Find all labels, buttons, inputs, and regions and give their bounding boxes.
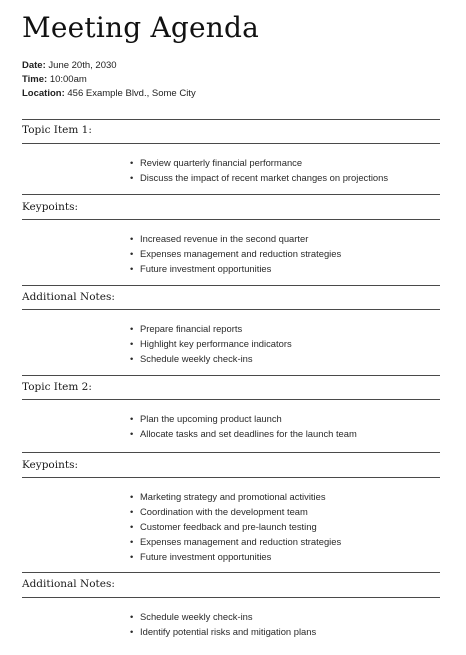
divider xyxy=(22,119,440,120)
divider xyxy=(22,572,440,573)
section-title-notes-1: Additional Notes: xyxy=(22,291,115,303)
bullet-list xyxy=(130,321,292,366)
page-title: Meeting Agenda xyxy=(22,11,260,44)
list-item: • Prepare financial reports xyxy=(130,321,292,336)
time-value: 10:00am xyxy=(49,74,87,85)
date-value: June 20th, 2030 xyxy=(48,60,117,71)
bullet-list xyxy=(130,489,341,564)
list-item: • Schedule weekly check-ins xyxy=(130,351,292,366)
section-title-topic-1: Topic Item 1: xyxy=(22,124,92,136)
list-item: • Identify potential risks and mitigation plans xyxy=(130,624,316,639)
list-item: • Review quarterly financial performance xyxy=(130,155,388,170)
section-title-topic-2: Topic Item 2: xyxy=(22,381,92,393)
location-label: Location: xyxy=(22,88,65,99)
bullet-list xyxy=(130,155,388,185)
section-title-notes-2: Additional Notes: xyxy=(22,578,115,590)
list-item: • Allocate tasks and set deadlines for the launch team xyxy=(130,426,357,441)
list-item: • Schedule weekly check-ins xyxy=(130,609,316,624)
list-item: • Marketing strategy and promotional activities xyxy=(130,489,341,504)
list-item: • Expenses management and reduction strategies xyxy=(130,246,341,261)
list-item: • Future investment opportunities xyxy=(130,549,341,564)
bullet-list xyxy=(130,231,341,276)
section-title-keypoints-1: Keypoints: xyxy=(22,201,79,213)
section-title-keypoints-2: Keypoints: xyxy=(22,459,79,471)
list-item: • Coordination with the development team xyxy=(130,504,341,519)
divider xyxy=(22,597,440,598)
meta-time xyxy=(22,74,87,85)
divider xyxy=(22,477,440,478)
time-label: Time: xyxy=(22,74,48,85)
meta-location xyxy=(22,88,196,99)
list-item: • Increased revenue in the second quarter xyxy=(130,231,341,246)
divider xyxy=(22,143,440,144)
list-item: • Plan the upcoming product launch xyxy=(130,411,357,426)
bullet-list xyxy=(130,609,316,639)
divider xyxy=(22,219,440,220)
date-label: Date: xyxy=(22,60,46,71)
list-item: • Customer feedback and pre-launch testing xyxy=(130,519,341,534)
divider xyxy=(22,285,440,286)
divider xyxy=(22,375,440,376)
divider xyxy=(22,194,440,195)
list-item: • Future investment opportunities xyxy=(130,261,341,276)
divider xyxy=(22,309,440,310)
divider xyxy=(22,452,440,453)
list-item: • Highlight key performance indicators xyxy=(130,336,292,351)
meta-date xyxy=(22,60,117,71)
location-value: 456 Example Blvd., Some City xyxy=(67,88,196,99)
divider xyxy=(22,399,440,400)
list-item: • Expenses management and reduction strategies xyxy=(130,534,341,549)
bullet-list xyxy=(130,411,357,441)
list-item: • Discuss the impact of recent market changes on projections xyxy=(130,170,388,185)
